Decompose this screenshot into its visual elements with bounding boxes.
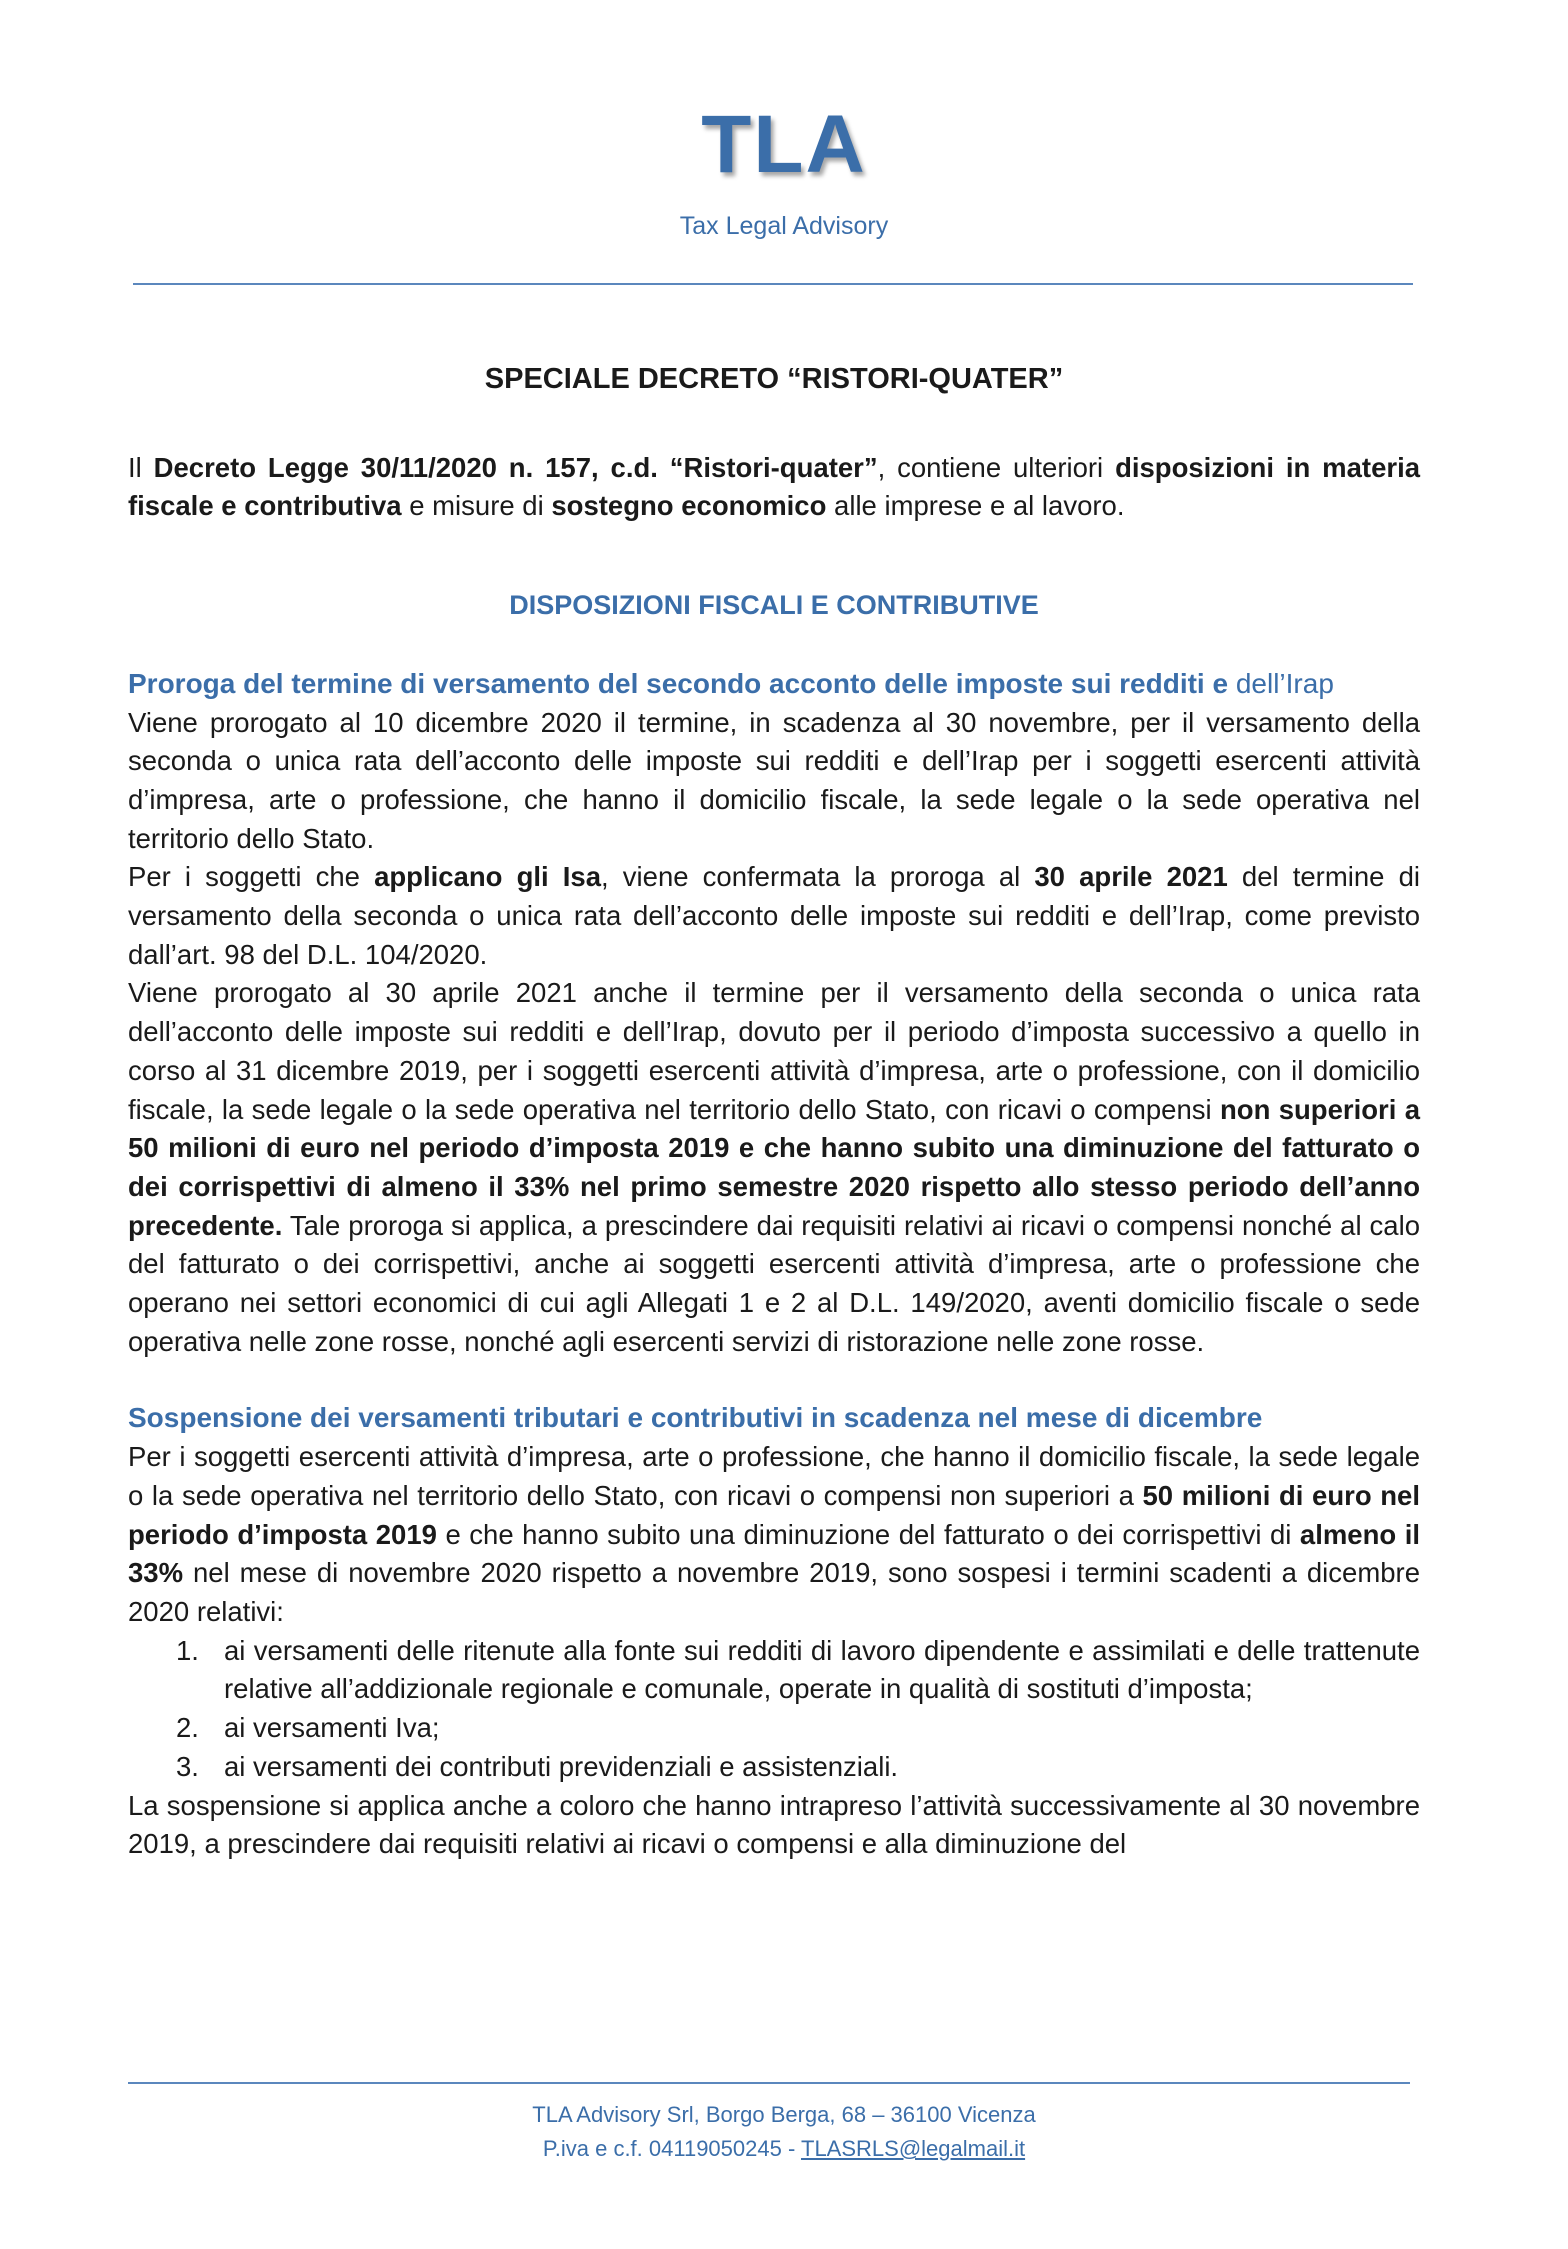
paragraph [128,858,1420,974]
bold-run: applicano gli Isa [374,861,602,893]
list-item-number: 1. [176,1634,199,1666]
footer-address: TLA Advisory Srl, Borgo Berga, 68 – 36100 Vicenza [532,2102,1036,2127]
document-title: SPECIALE DECRETO “RISTORI-QUATER” [484,363,1064,395]
heading-text-tail: dell’Irap [1235,667,1334,699]
heading-text: Proroga del termine di versamento del secondo acconto delle imposte sui redditi e [128,667,1229,699]
text-run: Per i soggetti che [128,861,375,893]
spacer [128,1361,1420,1399]
intro-text: Il [128,451,154,483]
text-run: Viene prorogato al 30 aprile 2021 anche il termine per il versamento della seconda o unica rata dell’acconto delle imposte sui redditi e dell’Irap, dovuto per il periodo d’imposta successivo a quello in corso al 31 dicembre 2019, per i soggetti esercenti attività d’impresa, arte o professione, con il domicilio fiscale, la sede legale o la sede operativa nel territorio dello Stato, con ricavi o compensi [128,977,1420,1125]
bold-run: 30 aprile 2021 [1034,861,1228,893]
bold-run: almeno il 33% [128,1518,1421,1589]
list-item-text: ai versamenti Iva; [224,1712,440,1744]
text-run: del termine di versamento della seconda o unica rata dell’acconto delle imposte sui redditi e dell’Irap, come previsto dall’art. 98 del D.L. 104/2020. [128,861,1420,970]
paragraph [128,974,1420,1361]
paragraph: Viene prorogato al 10 dicembre 2020 il termine, in scadenza al 30 novembre, per il versamento della seconda o unica rata dell’acconto delle imposte sui redditi e dell’Irap per i soggetti esercenti attività d’impresa, arte o professione, che hanno il domicilio fiscale, la sede legale o la sede operativa nel territorio dello Stato. [128,706,1420,854]
text-run: Per i soggetti esercenti attività d’impresa, arte o professione, che hanno il domicilio fiscale, la sede legale o la sede operativa nel territorio dello Stato, con ricavi o compensi non superiori a [128,1441,1420,1511]
footer-email-link[interactable]: TLASRLS@legalmail.it [801,2136,1026,2161]
intro-text: alle imprese e al lavoro. [826,490,1125,522]
company-logo: TLA [701,99,867,190]
intro-text: , contiene ulteriori [877,451,1116,483]
list-item-number: 2. [176,1712,199,1744]
footer-divider [128,2082,1410,2084]
list-item-number: 3. [176,1750,199,1782]
subsection-heading-proroga [128,665,1420,704]
intro-bold: disposizioni in materia fiscale e contributiva [128,451,1421,522]
letterhead [0,0,1568,300]
list-item [128,1709,1420,1748]
page-footer [0,2098,1568,2166]
list-item [128,1748,1420,1787]
footer-tax-id: P.iva e c.f. 04119050245 - [542,2136,801,2161]
paragraph [128,1438,1420,1632]
list-item-text: ai versamenti dei contributi previdenziali e assistenziali. [224,1750,899,1782]
text-run: nel mese di novembre 2020 rispetto a novembre 2019, sono sospesi i termini scadenti a dicembre 2020 relativi: [128,1557,1420,1627]
list-item-text: ai versamenti delle ritenute alla fonte sui redditi di lavoro dipendente e assimilati e delle trattenute relative all’addizionale regionale e comunale, operate in qualità di sostituti d’imposta; [224,1634,1420,1705]
footer-tax-line [0,2132,1568,2166]
bold-run: non superiori a 50 milioni di euro nel periodo d’imposta 2019 e che hanno subito una diminuzione del fatturato o dei corrispettivi di almeno il 33% nel primo semestre 2020 rispetto allo stesso periodo dell’anno precedente. [128,1093,1421,1241]
document-body [128,360,1420,1864]
numbered-list [128,1632,1420,1787]
intro-text: e misure di [401,490,552,522]
text-run: , viene confermata la proroga al [601,861,1035,893]
list-item [128,1632,1420,1709]
intro-paragraph [128,449,1420,526]
company-tagline: Tax Legal Advisory [679,212,889,240]
section-title: DISPOSIZIONI FISCALI E CONTRIBUTIVE [509,590,1039,621]
paragraph: La sospensione si applica anche a coloro che hanno intrapreso l’attività successivamente al 30 novembre 2019, a prescindere dai requisiti relativi ai ricavi o compensi e alla diminuzione del [128,1789,1420,1860]
intro-bold: Decreto Legge 30/11/2020 n. 157, c.d. “Ristori-quater” [153,451,878,483]
text-run: Tale proroga si applica, a prescindere dai requisiti relativi ai ricavi o compensi nonché al calo del fatturato o dei corrispettivi, anche ai soggetti esercenti attività d’impresa, arte o professione che operano nei settori economici di cui agli Allegati 1 e 2 al D.L. 149/2020, aventi domicilio fiscale o sede operativa nelle zone rosse, nonché agli esercenti servizi di ristorazione nelle zone rosse. [128,1209,1420,1357]
intro-bold: sostegno economico [551,490,827,522]
subsection-heading-sospensione: Sospensione dei versamenti tributari e contributivi in scadenza nel mese di dicembre [128,1402,1263,1434]
text-run: e che hanno subito una diminuzione del fatturato o dei corrispettivi di [436,1518,1300,1550]
bold-run: 50 milioni di euro nel periodo d’imposta 2019 [128,1479,1420,1550]
header-divider [133,283,1413,285]
